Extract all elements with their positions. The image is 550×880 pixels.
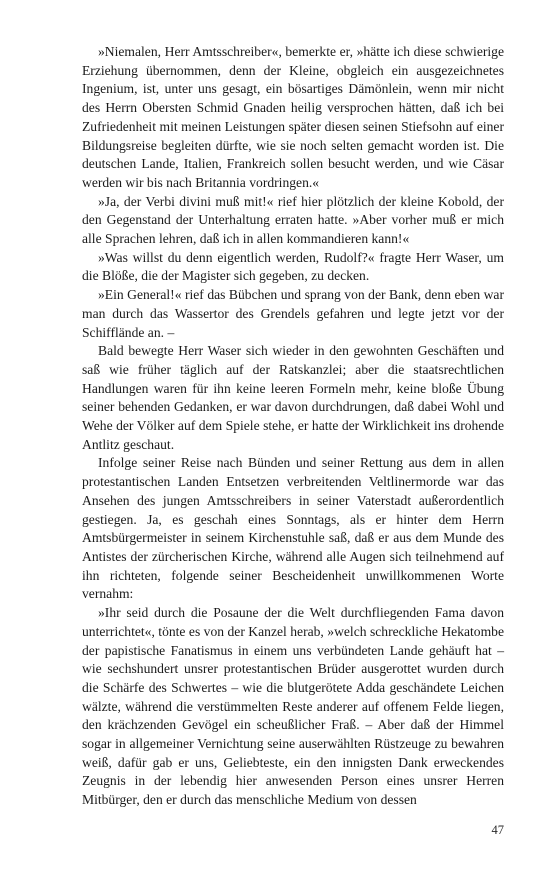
page-number: 47: [491, 823, 504, 837]
paragraph-6: Infolge seiner Reise nach Bünden und seiner Rettung aus dem in allen protestantischen Landen Entsetzen verbreitenden Veltlinermorde war das Ansehen des jungen Amtsschreibers in seiner Vaterstadt außerordentlich gestiegen. Ja, es geschah eines Sonntags, als er hinter dem Herrn Amtsbürgermeister in seinem Kirchenstuhle saß, daß er aus dem Munde des Antistes der zürcherischen Kirche, während alle Augen sich teilnehmend auf ihn richteten, folgende seiner Bescheidenheit unwillkommenen Worte vernahm:: [82, 455, 504, 602]
paragraph-7: »Ihr seid durch die Posaune der die Welt durchfliegenden Fama davon unterrichtet«, tönte es von der Kanzel herab, »welch schreckliche Hekatombe der papistische Fanatismus in einem uns verbündeten Lande gehäuft hat – wie sechshundert unsrer protestantischen Brüder ausgerottet wurden durch die Schärfe des Schwertes – wie die blutgerötete Adda geschändete Leichen wälzte, während die verstümmelten Reste anderer auf offenem Felde liegen, den krächzenden Gevögel ein scheußlicher Fraß. – Aber daß der Himmel sogar in allgemeiner Vernichtung seine auserwählten Rüstzeuge zu bewahren weiß, dafür gab er uns, Geliebteste, ein den innigsten Dank erweckendes Zeugnis in der lebendig hier anwesenden Person eines unsrer Herren Mitbürger, den er durch das menschliche Medium von dessen: [82, 605, 504, 808]
paragraph-5: Bald bewegte Herr Waser sich wieder in den gewohnten Geschäften und saß wie früher täglich auf der Ratskanzlei; aber die staatsrechtlichen Handlungen waren für ihn keine leeren Formeln mehr, keine bloße Übung seiner behenden Gedanken, er war davon durchdrungen, daß dabei Wohl und Wehe der Völker auf dem Spiele stehe, er hatte der Wirklichkeit ins drohende Antlitz geschaut.: [82, 343, 504, 452]
paragraph-3: »Was willst du denn eigentlich werden, Rudolf?« fragte Herr Waser, um die Blöße, die der Magister sich gegeben, zu decken.: [82, 249, 504, 284]
paragraph-4: »Ein General!« rief das Bübchen und sprang von der Bank, denn eben war man durch das Wassertor des Grendels gefahren und legte jetzt vor der Schifflände an. –: [82, 287, 504, 340]
paragraph-2: »Ja, der Verbi divini muß mit!« rief hier plötzlich der kleine Kobold, der den Gegenstand der Unterhaltung erraten hatte. »Aber vorher muß er mich alle Sprachen lehren, daß ich in allen kommandieren kann!«: [82, 193, 504, 247]
body-text: [82, 43, 504, 810]
paragraph-1: »Niemalen, Herr Amtsschreiber«, bemerkte er, »hätte ich diese schwierige Erziehung übernommen, denn der Kleine, obgleich ein ausgezeichnetes Ingenium, ist, unter uns gesagt, ein bösartiges Dämönlein, wenn mir nicht des Herrn Obersten Schmid Gnaden heilig versprochen hätten, daß ich bei Zufriedenheit mit meinen Leistungen später diesen seinen Stiefsohn auf einer Bildungsreise begleiten dürfte, wie sie noch selten gemacht worden ist. Die deutschen Lande, Italien, Frankreich sollen besucht werden, und wie Cäsar werden wir bis nach Britannia vordringen.«: [82, 44, 504, 190]
